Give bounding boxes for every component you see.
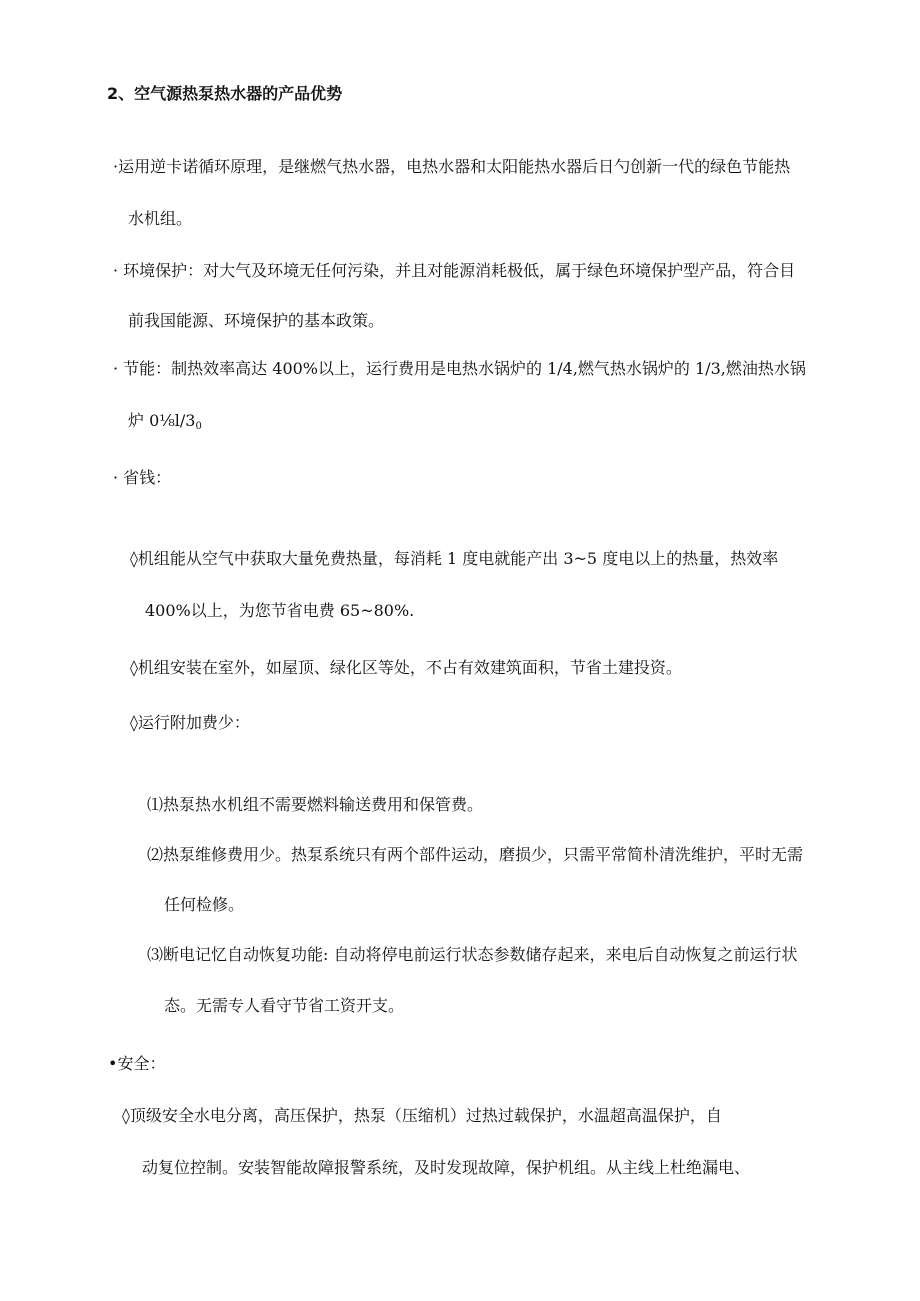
energy-line-2 (128, 411, 202, 434)
cost-item-1: ⑴热泵热水机组不需要燃料输送费用和保管费。 (147, 795, 484, 814)
energy-line-1: · 节能：制热效率高达 400%以上，运行费用是电热水锅炉的 1/4,燃气热水锅炉的 1/3,燃油热水锅 (113, 359, 806, 378)
principle-line-2: 水机组。 (128, 209, 193, 228)
save-money-label: · 省钱： (113, 468, 172, 487)
cost-item-2-line-2: 任何检修。 (164, 895, 245, 914)
safety-item-line-1: ◊顶级安全水电分离，高压保护，热泵（压缩机）过热过载保护，水温超高温保护，自 (122, 1106, 722, 1125)
principle-line-1: ·运用逆卡诺循环原理，是继燃气热水器，电热水器和太阳能热水器后日勺创新一代的绿色节能热 (113, 157, 791, 176)
section-heading: 2、空气源热泵热水器的产品优势 (107, 84, 343, 103)
environment-line-1: · 环境保护：对大气及环境无任何污染，并且对能源消耗极低，属于绿色环境保护型产品，符合目 (113, 261, 796, 280)
cost-item-3-line-2: 态。无需专人看守节省工资开支。 (164, 996, 405, 1015)
energy-line-2-text: 炉 0⅛l/3 (128, 411, 196, 430)
environment-line-2: 前我国能源、环境保护的基本政策。 (128, 311, 385, 330)
cost-item-2-line-1: ⑵热泵维修费用少。热泵系统只有两个部件运动，磨损少，只需平常简朴清洗维护，平时无需 (147, 845, 804, 864)
save-item-b: ◊机组安装在室外，如屋顶、绿化区等处，不占有效建筑面积，节省土建投资。 (130, 658, 682, 677)
cost-item-3-line-1: ⑶断电记忆自动恢复功能: 自动将停电前运行状态参数储存起来，来电后自动恢复之前运行状 (147, 945, 798, 964)
save-item-c: ◊运行附加费少： (130, 713, 250, 732)
save-item-a-line-2: 400%以上，为您节省电费 65~80%. (145, 601, 415, 620)
save-item-a-line-1: ◊机组能从空气中获取大量免费热量，每消耗 1 度电就能产出 3~5 度电以上的热量，热效率 (130, 549, 779, 568)
energy-line-2-subscript: 0 (195, 421, 202, 432)
safety-item-line-2: 动复位控制。安装智能故障报警系统，及时发现故障，保护机组。从主线上杜绝漏电、 (142, 1158, 751, 1177)
safety-label: •安全： (108, 1054, 166, 1073)
